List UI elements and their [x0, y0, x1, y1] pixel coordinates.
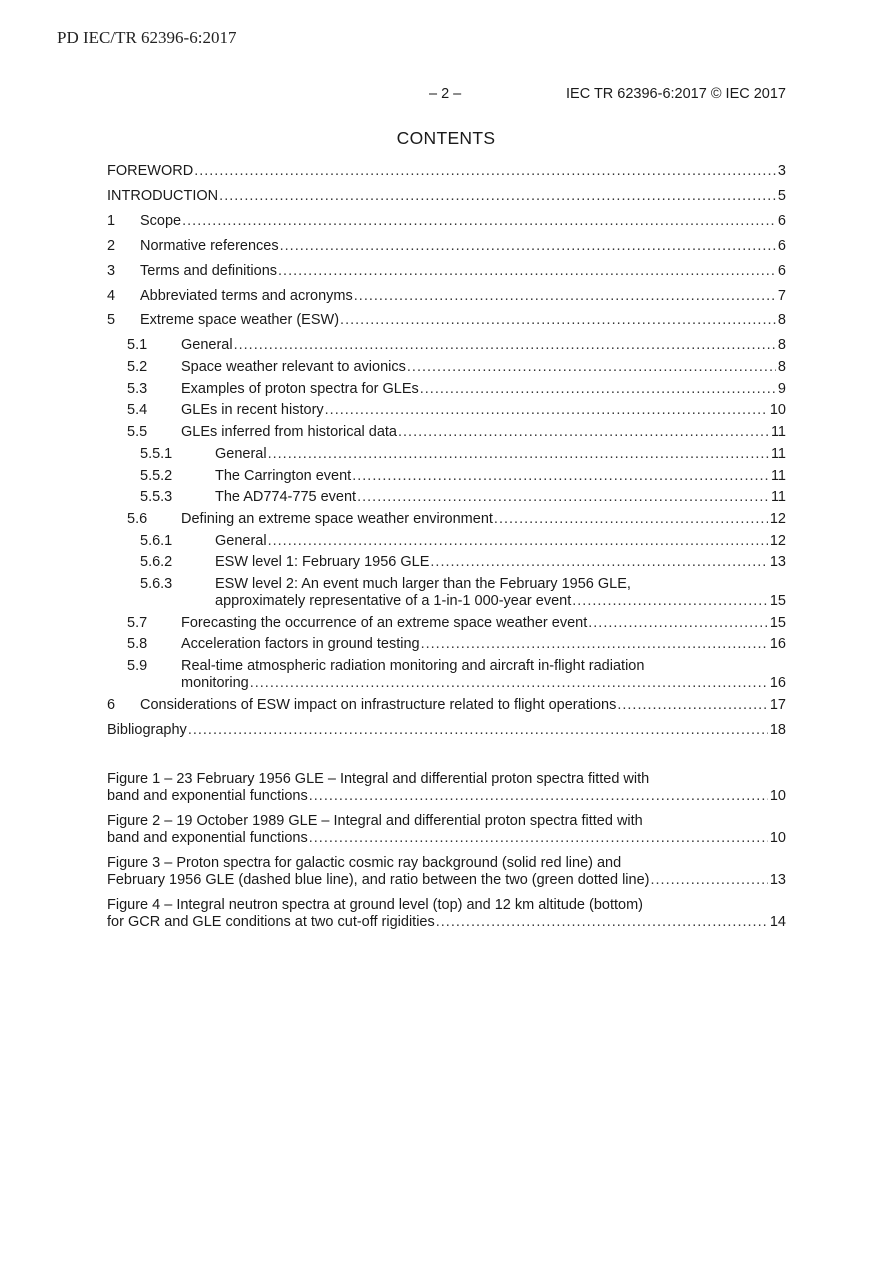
- toc-entry-body: [215, 554, 786, 571]
- toc-entry-number: 5.6.1: [140, 532, 173, 549]
- figure-entry-title: Figure 2 – 19 October 1989 GLE – Integral and differential proton spectra fitted with: [107, 812, 643, 829]
- toc-entry-number: 3: [107, 262, 116, 279]
- toc-entry-title: Space weather relevant to avionics: [181, 359, 406, 375]
- toc-entry-body: [215, 533, 786, 550]
- toc-entry-number: 5.9: [127, 658, 148, 675]
- toc-entry-title: Defining an extreme space weather environment: [181, 510, 493, 527]
- toc-entry-page: 6: [777, 237, 786, 254]
- toc-entry-page: 12: [769, 510, 786, 527]
- toc-entry-line: [181, 402, 786, 419]
- toc-entry-title: FOREWORD: [107, 163, 194, 179]
- dot-leader: [650, 872, 767, 889]
- dot-leader: [572, 593, 768, 610]
- toc-entry-title: Scope: [140, 212, 182, 229]
- figure-entry[interactable]: [107, 771, 786, 805]
- toc-entry-body: [215, 489, 786, 506]
- toc-entry-number: 5: [107, 312, 116, 329]
- toc-entry[interactable]: [107, 359, 786, 376]
- toc-entry-title-continued: monitoring: [181, 675, 249, 692]
- toc-entry-page: 11: [770, 467, 786, 484]
- figure-entry-line: [107, 914, 786, 931]
- dot-leader: [309, 830, 768, 847]
- toc-entry-page: 16: [769, 675, 786, 692]
- figure-entry-title: Figure 4 – Integral neutron spectra at ground level (top) and 12 km altitude (bottom): [107, 896, 643, 913]
- figure-entry-line: [107, 872, 786, 889]
- toc-entry[interactable]: [107, 213, 786, 230]
- figure-entry-title-continued: band and exponential functions: [107, 787, 308, 804]
- toc-entry-line: [140, 238, 786, 255]
- toc-entry-number: 5.2: [127, 359, 148, 375]
- dot-leader: [421, 636, 768, 653]
- toc-entry-page: 8: [777, 337, 786, 354]
- toc-entry-line: [181, 359, 786, 376]
- toc-entry-line: [181, 511, 786, 528]
- figure-entry-title: Figure 3 – Proton spectra for galactic cosmic ray background (solid red line) and: [107, 854, 622, 871]
- dot-leader: [436, 914, 768, 931]
- dot-leader: [407, 359, 776, 376]
- toc-entry-title: The Carrington event: [215, 467, 352, 484]
- toc-entry-body: [140, 213, 786, 230]
- toc-entry-body: [181, 511, 786, 528]
- toc-entry-page: 6: [777, 212, 786, 229]
- toc-entry-number: 5.5.3: [140, 489, 173, 506]
- toc-entry-page: 9: [777, 380, 786, 397]
- figure-entry-page: 14: [769, 913, 786, 930]
- toc-entry-line: [215, 593, 786, 610]
- dot-leader: [357, 489, 769, 506]
- toc-entry-page: 12: [769, 532, 786, 549]
- toc-entry-body: [181, 615, 786, 632]
- toc-entry-body: [181, 658, 786, 692]
- toc-entry-body: [181, 337, 786, 354]
- toc-entry-title: Extreme space weather (ESW): [140, 312, 340, 329]
- copyright-line: IEC TR 62396-6:2017 © IEC 2017: [566, 86, 786, 102]
- toc-entry[interactable]: [107, 636, 786, 653]
- toc-entry-title-continued: approximately representative of a 1-in-1 000-year event: [215, 593, 572, 609]
- figure-entry[interactable]: [107, 897, 786, 931]
- page-number: – 2 –: [429, 86, 462, 102]
- figure-entry[interactable]: [107, 855, 786, 889]
- document-id: PD IEC/TR 62396-6:2017: [57, 28, 237, 47]
- toc-entry-title: Forecasting the occurrence of an extreme space weather event: [181, 614, 588, 631]
- toc-entry-title: The AD774-775 event: [215, 489, 357, 506]
- toc-entry-body: [181, 359, 786, 376]
- toc-entry-number: 5.6.2: [140, 554, 173, 571]
- toc-entry-number: 1: [107, 212, 116, 229]
- dot-leader: [430, 554, 767, 571]
- toc-entry[interactable]: [107, 446, 786, 463]
- toc-entry-line: [181, 636, 786, 653]
- toc-entry-line: [181, 381, 786, 398]
- figure-entry-title-continued: band and exponential functions: [107, 829, 308, 846]
- toc-entry-page: 15: [769, 593, 786, 609]
- toc-entry-page: 3: [777, 163, 786, 179]
- toc-entry-title: Examples of proton spectra for GLEs: [181, 380, 419, 397]
- toc-entry[interactable]: [107, 337, 786, 354]
- figure-entry-page: 10: [769, 787, 786, 804]
- toc-entry-title: Considerations of ESW impact on infrastructure related to flight operations: [140, 696, 617, 713]
- toc-entry-body: [215, 576, 786, 610]
- dot-leader: [398, 424, 769, 441]
- dot-leader: [325, 402, 768, 419]
- dot-leader: [278, 263, 776, 280]
- toc-entry-line: [140, 288, 786, 305]
- toc-entry-title: ESW level 1: February 1956 GLE: [215, 554, 430, 571]
- toc-entry-number: 5.5.1: [140, 445, 173, 462]
- toc-entry-body: [181, 636, 786, 653]
- dot-leader: [219, 188, 776, 205]
- toc-entry-page: 8: [777, 312, 786, 329]
- toc-entry-page: 10: [769, 402, 786, 419]
- dot-leader: [354, 288, 776, 305]
- toc-entry-body: [107, 163, 786, 180]
- figure-entry-page: 10: [769, 829, 786, 846]
- toc-entry[interactable]: [107, 424, 786, 441]
- dot-leader: [617, 697, 768, 714]
- toc-entry[interactable]: [107, 312, 786, 329]
- dot-leader: [182, 213, 776, 230]
- toc-entry[interactable]: [107, 263, 786, 280]
- toc-entry-line: [215, 468, 786, 485]
- toc-entry-page: 11: [770, 489, 786, 506]
- toc-entry-title: Real-time atmospheric radiation monitoring and aircraft in-flight radiation: [181, 658, 645, 675]
- figure-entry-title-continued: for GCR and GLE conditions at two cut-off rigidities: [107, 913, 435, 930]
- toc-entry-line: [215, 554, 786, 571]
- toc-entry-title: ESW level 2: An event much larger than the February 1956 GLE,: [215, 576, 631, 592]
- figure-entry-line: [107, 830, 786, 847]
- dot-leader: [250, 675, 768, 692]
- toc-entry-line: [181, 424, 786, 441]
- toc-entry-title: General: [215, 532, 267, 549]
- toc-entry[interactable]: [107, 468, 786, 485]
- toc-entry[interactable]: [107, 533, 786, 550]
- toc-entry-number: 5.6: [127, 510, 148, 527]
- toc-entry[interactable]: [107, 615, 786, 632]
- toc-entry-page: 17: [769, 696, 786, 713]
- figure-entry-title-continued: February 1956 GLE (dashed blue line), and ratio between the two (green dotted line): [107, 871, 650, 888]
- toc-entry-number: 5.3: [127, 380, 148, 397]
- toc-entry[interactable]: [107, 697, 786, 714]
- toc-entry-page: 16: [769, 636, 786, 653]
- figure-entry-title: Figure 1 – 23 February 1956 GLE – Integral and differential proton spectra fitted with: [107, 770, 650, 787]
- dot-leader: [194, 163, 776, 180]
- toc-entry[interactable]: [107, 381, 786, 398]
- toc-entry-number: 5.1: [127, 337, 148, 354]
- toc-entry[interactable]: [107, 658, 786, 692]
- toc-entry-body: [107, 722, 786, 739]
- toc-entry[interactable]: [107, 489, 786, 506]
- toc-entry-page: 8: [777, 359, 786, 375]
- toc-entry[interactable]: [107, 576, 786, 610]
- toc-entry-line: [215, 446, 786, 463]
- toc-entry-body: [107, 188, 786, 205]
- toc-entry-line: [140, 213, 786, 230]
- figure-entry[interactable]: [107, 813, 786, 847]
- toc-entry-title: General: [215, 445, 267, 462]
- toc-entry-number: 5.5.2: [140, 467, 173, 484]
- toc-entry-line: [140, 697, 786, 714]
- dot-leader: [268, 533, 768, 550]
- toc-entry-title: Normative references: [140, 237, 279, 254]
- toc-entry-body: [140, 288, 786, 305]
- dot-leader: [268, 446, 769, 463]
- toc-entry-line: [140, 263, 786, 280]
- toc-entry[interactable]: [107, 288, 786, 305]
- toc-entry-line: [140, 312, 786, 329]
- toc-entry-title: INTRODUCTION: [107, 187, 219, 204]
- toc-entry-body: [215, 468, 786, 485]
- toc-entry-line: [107, 188, 786, 205]
- figure-entry-page: 13: [769, 871, 786, 888]
- toc-entry-page: 11: [770, 445, 786, 462]
- toc-entry-line: [107, 163, 786, 180]
- toc-entry-line: [181, 675, 786, 692]
- toc-entry-body: [181, 381, 786, 398]
- dot-leader: [352, 468, 769, 485]
- toc-entry-page: 7: [777, 287, 786, 304]
- toc-entry-number: 6: [107, 696, 116, 713]
- dot-leader: [280, 238, 776, 255]
- toc-entry[interactable]: [107, 722, 786, 739]
- toc-entry[interactable]: [107, 554, 786, 571]
- dot-leader: [494, 511, 768, 528]
- toc-entry-number: 5.8: [127, 636, 148, 653]
- toc-entry-line: [107, 722, 786, 739]
- toc-entry-page: 15: [769, 614, 786, 631]
- toc-entry-number: 5.6.3: [140, 576, 173, 592]
- dot-leader: [340, 312, 776, 329]
- toc-entry[interactable]: [107, 188, 786, 205]
- dot-leader: [188, 722, 768, 739]
- toc-entry-body: [215, 446, 786, 463]
- toc-entry-title: General: [181, 337, 233, 354]
- toc-entry-body: [140, 312, 786, 329]
- toc-entry-page: 6: [777, 262, 786, 279]
- toc-entry-title: GLEs in recent history: [181, 402, 324, 419]
- toc-entry-title: Abbreviated terms and acronyms: [140, 287, 353, 304]
- toc-entry-title: Acceleration factors in ground testing: [181, 636, 420, 653]
- toc-entry-page: 18: [769, 721, 786, 738]
- toc-entry-number: 5.7: [127, 614, 148, 631]
- contents-heading: CONTENTS: [396, 128, 496, 148]
- toc-entry-body: [140, 263, 786, 280]
- toc-entry-number: 5.5: [127, 424, 148, 441]
- toc-entry-title: Terms and definitions: [140, 262, 278, 279]
- toc-entry-body: [140, 238, 786, 255]
- toc-entry-line: [181, 615, 786, 632]
- toc-entry-body: [140, 697, 786, 714]
- toc-entry-page: 5: [777, 187, 786, 204]
- toc-entry-title: GLEs inferred from historical data: [181, 424, 397, 441]
- figure-entry-line: [107, 788, 786, 805]
- toc-entry-line: [215, 533, 786, 550]
- toc-entry-title: Bibliography: [107, 721, 187, 738]
- toc-entry-line: [215, 489, 786, 506]
- toc-entry-number: 5.4: [127, 402, 148, 419]
- toc-entry-number: 4: [107, 287, 116, 304]
- toc-entry[interactable]: [107, 238, 786, 255]
- dot-leader: [420, 381, 776, 398]
- toc-entry-body: [181, 402, 786, 419]
- toc-entry-number: 2: [107, 237, 116, 254]
- toc-entry-body: [181, 424, 786, 441]
- toc-entry-line: [181, 337, 786, 354]
- toc-entry-page: 13: [769, 554, 786, 571]
- toc-entry[interactable]: [107, 511, 786, 528]
- dot-leader: [588, 615, 768, 632]
- dot-leader: [309, 788, 768, 805]
- toc-entry[interactable]: [107, 163, 786, 180]
- toc-entry-page: 11: [770, 424, 786, 441]
- toc-entry[interactable]: [107, 402, 786, 419]
- dot-leader: [234, 337, 776, 354]
